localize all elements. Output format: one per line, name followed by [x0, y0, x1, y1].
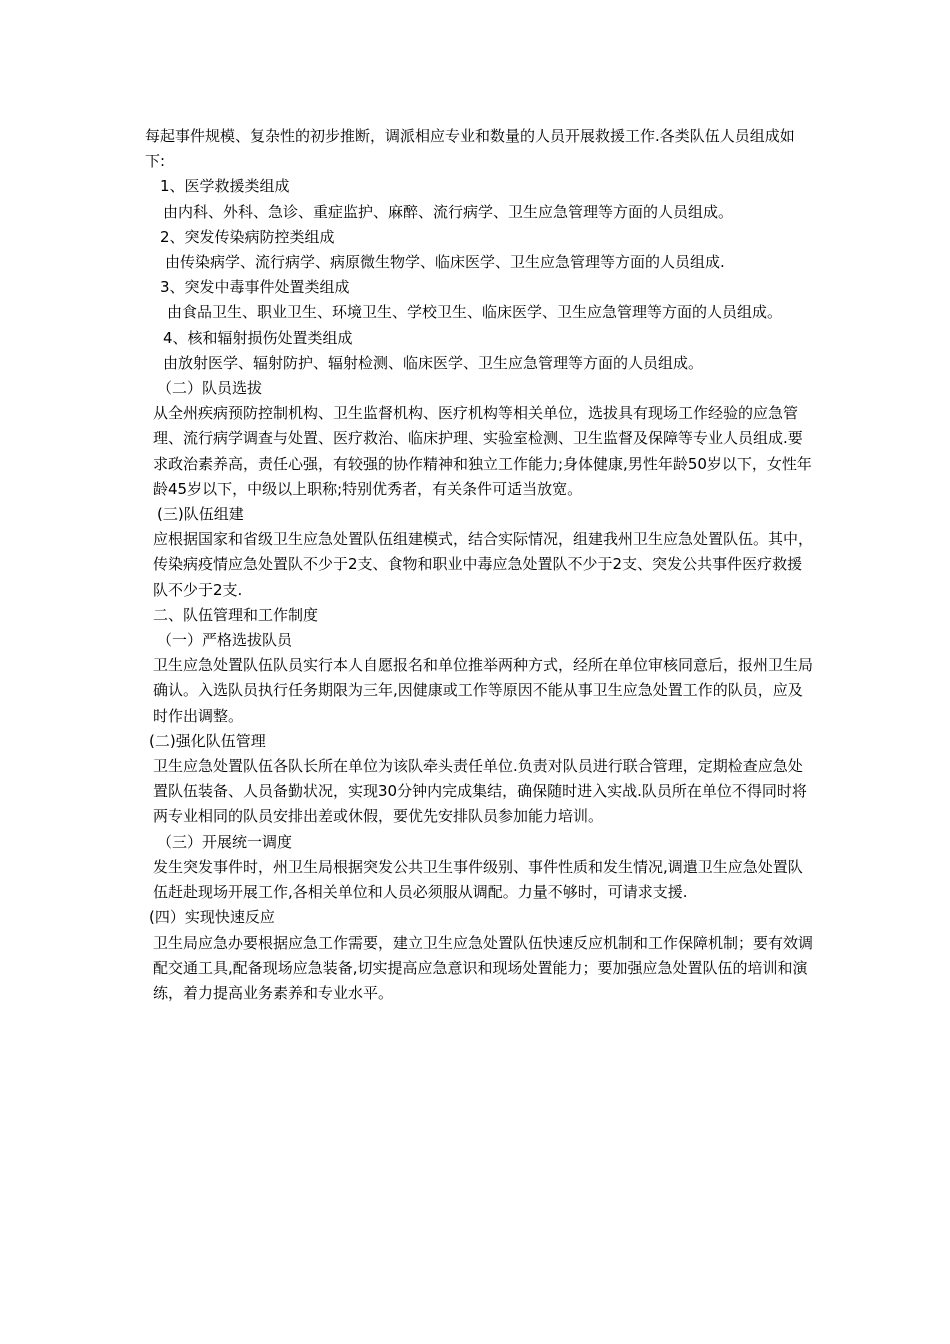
paragraph-unified-dispatch: 发生突发事件时，州卫生局根据突发公共卫生事件级别、事件性质和发生情况,调遣卫生应急处置队伍赶赴现场开展工作,各相关单位和人员必须服从调配。力量不够时，可请求支援.: [153, 857, 803, 902]
heading-team-building: (三)队伍组建: [157, 505, 244, 524]
paragraph-team-composition-intro: 每起事件规模、复杂性的初步推断，调派相应专业和数量的人员开展救援工作.各类队伍人员组成如下:: [145, 127, 795, 171]
paragraph-strict-selection: 卫生应急处置队伍队员实行本人自愿报名和单位推举两种方式，经所在单位审核同意后，报州卫生局确认。入选队员执行任务期限为三年,因健康或工作等原因不能从事卫生应急处置工作的队员，应及时作出调整。: [153, 656, 814, 725]
paragraph-strengthen-management: 卫生应急处置队伍各队长所在单位为该队牵头责任单位.负责对队员进行联合管理，定期检查应急处置队伍装备、人员备勤状况，实现30分钟内完成集结，确保随时进入实战.队员所在单位不得同时将两专业相同的队员安排出差或休假，要优先安排队员参加能力培训。: [153, 757, 807, 826]
heading-strengthen-management: (二)强化队伍管理: [149, 731, 266, 750]
heading-poisoning: 3、突发中毒事件处置类组成: [160, 278, 350, 297]
paragraph-poisoning: [145, 300, 813, 325]
heading-strict-selection: （一）严格选拔队员: [157, 631, 293, 650]
paragraph-nuclear-radiation: 由放射医学、辐射防护、辐射检测、临床医学、卫生应急管理等方面的人员组成。: [163, 353, 704, 372]
paragraph-poisoning-text: 由食品卫生、职业卫生、环境卫生、学校卫生、临床医学、卫生应急管理等方面的人员组成。: [167, 303, 783, 322]
heading-infectious-disease: 2、突发传染病防控类组成: [160, 227, 335, 246]
paragraph-infectious-disease: 由传染病学、流行病学、病原微生物学、临床医学、卫生应急管理等方面的人员组成.: [165, 253, 725, 272]
heading-rapid-response: (四）实现快速反应: [149, 908, 275, 927]
heading-medical-rescue: 1、医学救援类组成: [160, 177, 290, 196]
paragraph-member-selection: 从全州疾病预防控制机构、卫生监督机构、医疗机构等相关单位，选拔具有现场工作经验的应急管理、流行病学调查与处置、医疗救治、临床护理、实验室检测、卫生监督及保障等专业人员组成.要求政治素养高，责任心强，有较强的协作精神和独立工作能力;身体健康,男性年龄50岁以下，女性年龄45岁以下，中级以上职称;特别优秀者，有关条件可适当放宽。: [153, 404, 812, 498]
document-body: [145, 124, 813, 1006]
heading-nuclear-radiation: 4、核和辐射损伤处置类组成: [163, 328, 353, 347]
heading-member-selection: （二）队员选拔: [157, 379, 263, 398]
paragraph-rapid-response: 卫生局应急办要根据应急工作需要，建立卫生应急处置队伍快速反应机制和工作保障机制；要有效调配交通工具,配备现场应急装备,切实提高应急意识和现场处置能力；要加强应急处置队伍的培训和演练，着力提高业务素养和专业水平。: [153, 933, 814, 1002]
paragraph-team-building: 应根据国家和省级卫生应急处置队伍组建模式，结合实际情况，组建我州卫生应急处置队伍。其中，传染病疫情应急处置队不少于2支、食物和职业中毒应急处置队不少于2支、突发公共事件医疗救援队不少于2支.: [153, 530, 814, 599]
paragraph-medical-rescue: 由内科、外科、急诊、重症监护、麻醉、流行病学、卫生应急管理等方面的人员组成。: [163, 202, 734, 221]
heading-team-management: 二、队伍管理和工作制度: [153, 605, 319, 624]
heading-unified-dispatch: （三）开展统一调度: [157, 832, 293, 851]
